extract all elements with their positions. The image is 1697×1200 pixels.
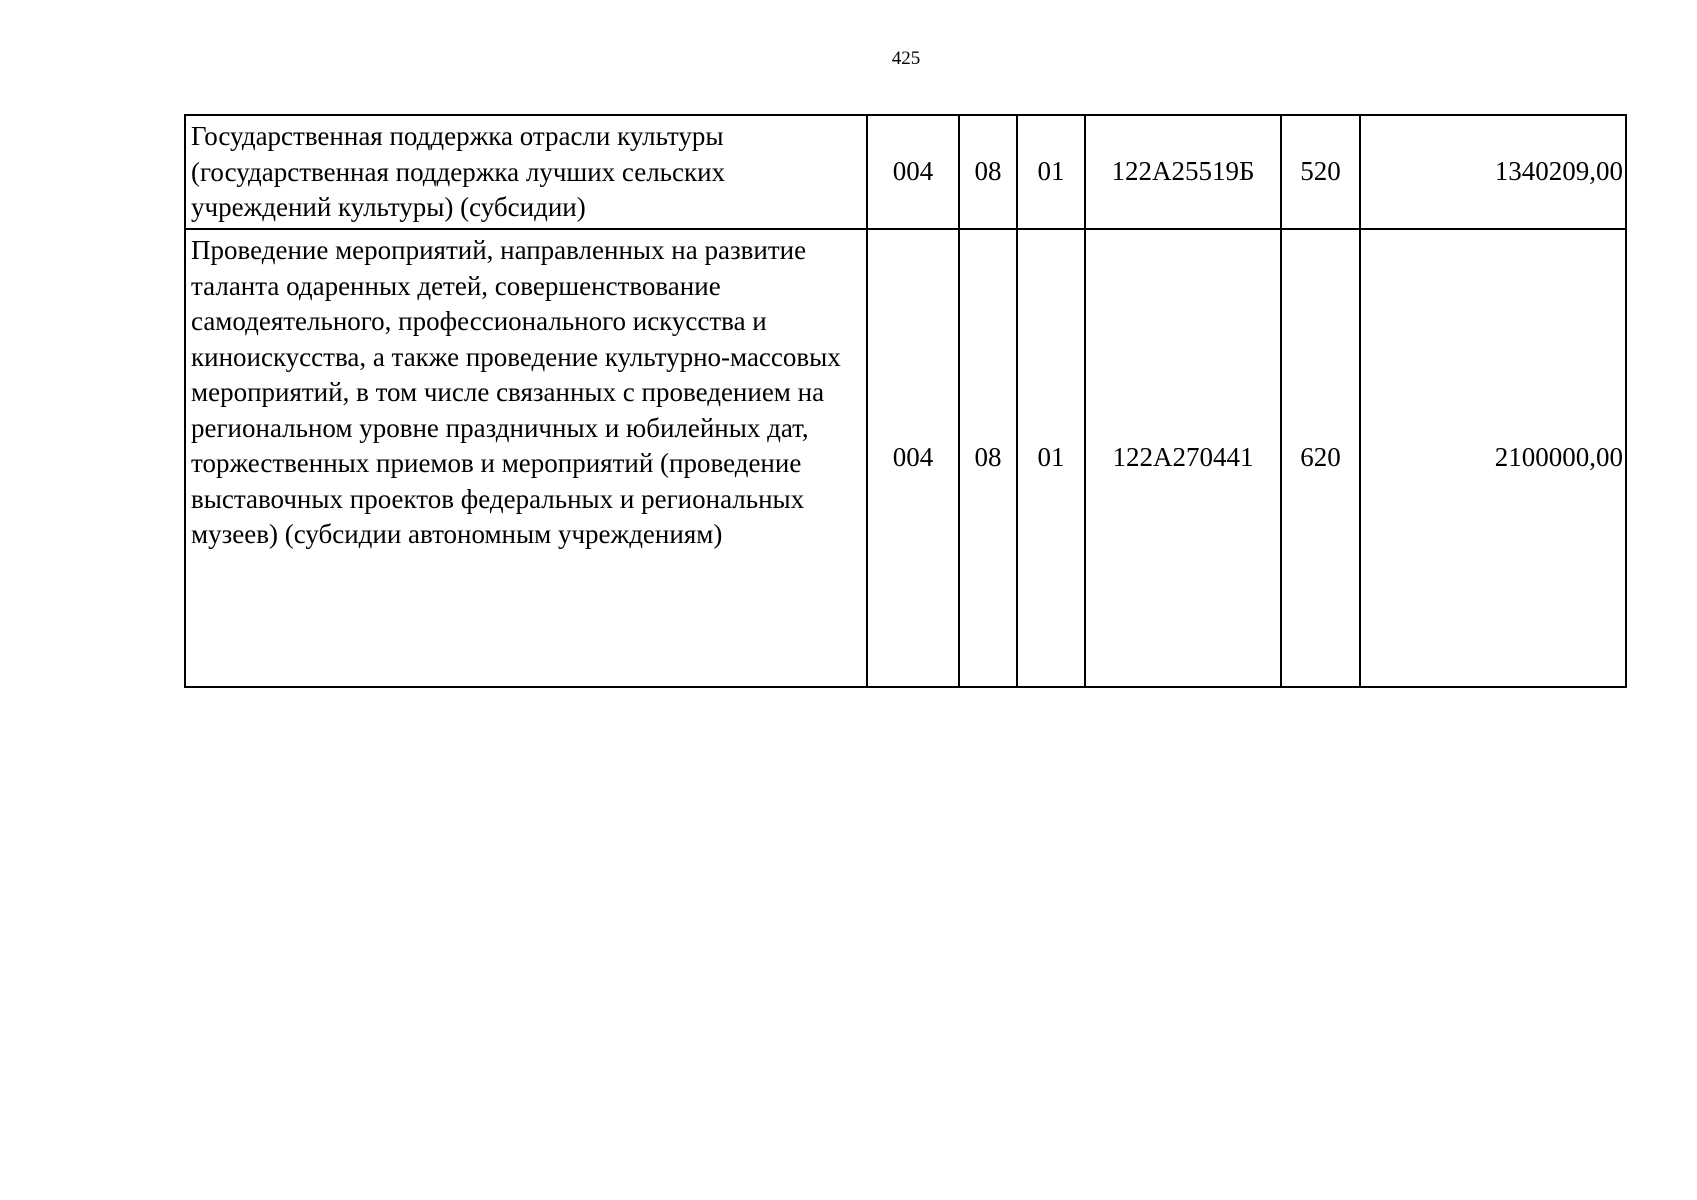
cell-expense-type: 520 bbox=[1281, 115, 1360, 229]
cell-expense-type: 620 bbox=[1281, 229, 1360, 687]
cell-section-code: 08 bbox=[959, 115, 1017, 229]
cell-ministry-code: 004 bbox=[867, 229, 959, 687]
cell-target-article: 122A25519Б bbox=[1085, 115, 1281, 229]
cell-amount: 2100000,00 bbox=[1360, 229, 1626, 687]
cell-amount: 1340209,00 bbox=[1360, 115, 1626, 229]
cell-subsection-code: 01 bbox=[1017, 229, 1085, 687]
cell-subsection-code: 01 bbox=[1017, 115, 1085, 229]
table-row bbox=[185, 115, 1626, 229]
table-row bbox=[185, 229, 1626, 687]
cell-target-article: 122A270441 bbox=[1085, 229, 1281, 687]
cell-ministry-code: 004 bbox=[867, 115, 959, 229]
budget-table bbox=[184, 114, 1627, 688]
cell-section-code: 08 bbox=[959, 229, 1017, 687]
cell-description: Государственная поддержка отрасли культуры (государственная поддержка лучших сельских учреждений культуры) (субсидии) bbox=[185, 115, 867, 229]
page-number: 425 bbox=[891, 48, 921, 69]
cell-description: Проведение мероприятий, направленных на развитие таланта одаренных детей, совершенствование самодеятельного, профессионального искусства и киноискусства, а также проведение культурно-массовых мероприятий, в том числе связанных с проведением на региональном уровне праздничных и юбилейных дат, торжественных приемов и мероприятий (проведение выставочных проектов федеральных и региональных музеев) (субсидии автономным учреждениям) bbox=[185, 229, 867, 687]
